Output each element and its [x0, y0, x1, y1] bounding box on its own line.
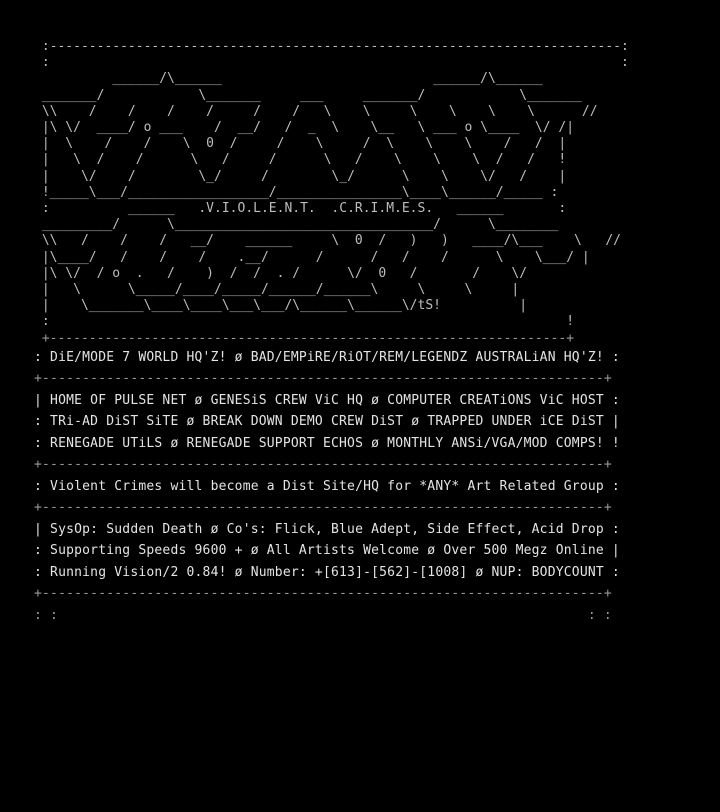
- art-line: _______/ \_______ ___ _______/ \_______: [34, 87, 582, 103]
- art-signature-line: | \_______\____\____\___\___/\______\______\/tS! |: [34, 298, 528, 314]
- art-line: \\ / / / __/ ______ \ 0 / ) ) ____/\___ \ //: [34, 233, 621, 249]
- info-line-affiliations-hq: : DiE/MODE 7 WORLD HQ'Z! ø BAD/EMPiRE/RiOT/REM/LEGENDZ AUSTRALiAN HQ'Z! :: [34, 349, 620, 365]
- art-divider: +------------------------------------------------------------------+: [34, 330, 575, 346]
- art-line: :-------------------------------------------------------------------------:: [34, 39, 629, 54]
- info-line-dist-sites: : TRi-AD DiST SiTE ø BREAK DOWN DEMO CREW DiST ø TRAPPED UNDER iCE DiST |: [34, 414, 620, 430]
- info-line-speeds: : Supporting Speeds 9600 + ø All Artists Welcome ø Over 500 Megz Online |: [34, 543, 620, 559]
- ansi-art-canvas: [0, 13, 720, 812]
- info-line-dist-offer: : Violent Crimes will become a Dist Site/HQ for *ANY* Art Related Group :: [34, 478, 620, 494]
- art-line: | \/ / \_/ / \_/ \ \ \/ / |: [34, 168, 567, 184]
- art-line: | \ \_____/____/_____/______/______\ \ \ |: [34, 282, 520, 298]
- info-divider: +----------------------------------------------------------------------+: [34, 500, 612, 516]
- art-line: _________/ \_________________________________/ \________: [34, 217, 559, 233]
- art-line: |\____/ / / / .__/ / / / / \ \___/ |: [34, 249, 590, 265]
- info-line-sysop: | SysOp: Sudden Death ø Co's: Flick, Blue Adept, Side Effect, Acid Drop :: [34, 521, 620, 537]
- art-line: \\ / / / / / / \ \ \ \ \ \ //: [34, 103, 598, 119]
- art-line: | \ / / \ 0 / / \ / \ \ \ / / |: [34, 136, 567, 152]
- art-line: : !: [34, 314, 575, 330]
- info-divider: +----------------------------------------------------------------------+: [34, 586, 612, 602]
- info-line-home-of: | HOME OF PULSE NET ø GENESiS CREW ViC HQ ø COMPUTER CREATiONS ViC HOST :: [34, 392, 620, 408]
- info-line-utils-comps: : RENEGADE UTiLS ø RENEGADE SUPPORT ECHOS ø MONTHLY ANSi/VGA/MOD COMPS! !: [34, 435, 620, 451]
- info-divider: +----------------------------------------------------------------------+: [34, 457, 612, 473]
- art-line: : :: [34, 55, 629, 71]
- art-line: ______/\______ ______/\______: [34, 71, 543, 87]
- art-line: !_____\___/__________________/________________\____\______/_____ :: [34, 184, 559, 200]
- art-title-line: : ______ .V.I.O.L.E.N.T. .C.R.I.M.E.S. ______ :: [34, 201, 567, 217]
- art-line: |\ \/ ____/ o ___ / __/ / _ \ \__ \ ___ o \____ \/ /|: [34, 120, 575, 136]
- art-line: | \ / / \ / / \ / \ \ \ / / !: [34, 152, 567, 168]
- info-divider: +----------------------------------------------------------------------+: [34, 371, 612, 387]
- info-footer-line: : : : :: [34, 607, 612, 623]
- info-line-software-number-nup: : Running Vision/2 0.84! ø Number: +[613]-[562]-[1008] ø NUP: BODYCOUNT :: [34, 564, 620, 580]
- ascii-logo: [0, 39, 720, 347]
- art-line: |\ \/ / o . / ) / / . / \/ 0 / / \/: [34, 265, 528, 281]
- bbs-info-block: [0, 347, 720, 627]
